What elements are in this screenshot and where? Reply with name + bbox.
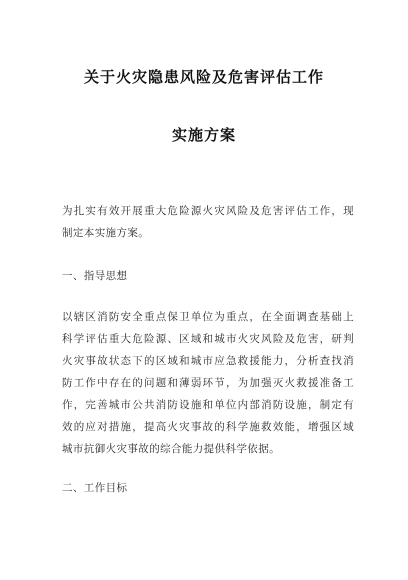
intro-paragraph	[62, 200, 354, 244]
intro-line: 为扎实有效开展重大危险源火灾风险及危害评估工作，现	[62, 205, 354, 217]
paragraph-line: 科学评估重大危险源、区域和城市火灾风险及危害，研判	[62, 333, 354, 345]
section-heading-guiding-ideology: 一、指导思想	[62, 270, 128, 282]
document-title: 关于火灾隐患风险及危害评估工作	[83, 68, 324, 86]
guiding-ideology-paragraph	[62, 306, 354, 460]
paragraph-line: 作，完善城市公共消防设施和单位内部消防设施，制定有	[62, 399, 354, 411]
intro-line: 制定本实施方案。	[62, 227, 150, 239]
paragraph-line: 防工作中存在的问题和薄弱环节，为加强灭火救援准备工	[62, 377, 354, 389]
paragraph-line: 效的应对措施，提高火灾事故的科学施救效能，增强区域	[62, 421, 354, 433]
paragraph-line: 以辖区消防安全重点保卫单位为重点，在全面调查基础上	[62, 311, 354, 323]
paragraph-line: 火灾事故状态下的区域和城市应急救援能力，分析查找消	[62, 355, 354, 367]
section-heading-work-goals: 二、工作目标	[62, 482, 128, 494]
paragraph-line: 城市抗御火灾事故的综合能力提供科学依据。	[62, 443, 280, 455]
document-subtitle: 实施方案	[171, 126, 236, 144]
